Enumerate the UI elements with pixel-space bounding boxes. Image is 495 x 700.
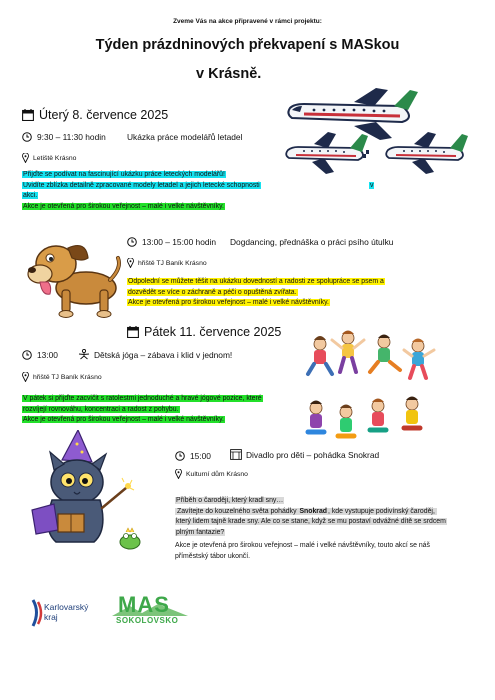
event4-text3: který lidem tajně krade sny. Ale co se stane, když se mu postaví odvážné dítě se srdcem <box>176 518 446 525</box>
event2-time-row <box>127 237 216 247</box>
yoga-icon <box>78 349 90 360</box>
day1-time-row <box>22 132 106 142</box>
mas-logo-top: MAS <box>118 592 170 617</box>
day2-activity: Dětská jóga – zábava i klid v jednom! <box>94 349 233 360</box>
kid-1 <box>308 336 332 374</box>
calendar-icon <box>22 109 34 121</box>
day2-location-row <box>22 372 102 382</box>
location-pin-icon <box>127 258 134 268</box>
karlovarsky-line2: kraj <box>44 612 58 622</box>
day2-text1: V pátek si přijďte zacvičit s ratolestmi jednoduché a hravé jógové pozice, které <box>23 395 262 402</box>
day2-location: hřiště TJ Baník Krásno <box>33 373 102 381</box>
kid-8 <box>404 397 420 429</box>
event2-activity: Dogdancing, přednáška o práci psího útulku <box>230 237 394 247</box>
event4-text6: příměstský tábor ukončí. <box>175 553 251 560</box>
location-pin-icon <box>22 372 29 382</box>
event2-text1: Odpolední se můžete těšit na ukázku dovedností a radosti ze spolupráce se psem a <box>128 278 384 285</box>
clock-icon <box>22 132 32 142</box>
day1-text1: Přijďte se podívat na fascinující ukázku práce leteckých modelářů! <box>23 171 225 178</box>
event2-time: 13:00 – 15:00 hodin <box>142 237 217 247</box>
kid-4 <box>404 339 434 379</box>
karlovarsky-mark-icon <box>30 598 44 628</box>
airplane-large-icon <box>288 88 418 140</box>
event4-location: Kulturní dům Krásno <box>186 470 248 478</box>
event4-text5: Akce je otevřená pro širokou veřejnost – malé i velké návštěvníky, touto akcí se náš <box>175 542 430 549</box>
dog-illustration <box>26 228 126 324</box>
wizard-cat-illustration <box>22 430 152 560</box>
kid-7 <box>370 399 386 431</box>
day1-activity: Ukázka práce modelářů letadel <box>127 132 243 142</box>
event4-footer <box>175 540 485 562</box>
airplane-small-left-icon <box>286 132 368 174</box>
clock-icon <box>22 350 32 360</box>
day1-location: Letiště Krásno <box>33 154 77 162</box>
day2-description <box>22 394 292 426</box>
day2-heading-text: Pátek 11. července 2025 <box>144 325 282 339</box>
day2-text3: Akce je otevřená pro širokou veřejnost – malé i velké návštěvníky. <box>23 416 224 423</box>
day2-activity-row <box>78 349 232 360</box>
event4-text2-b: Snokrad <box>299 507 328 515</box>
event4-activity-row <box>230 449 379 460</box>
intro-text: Zveme Vás na akce připravené v rámci projektu: <box>173 18 322 25</box>
event4-text4: plným fantazie? <box>176 528 225 536</box>
event2-text2: dozvědět se více o záchraně a péči o opuštěná zvířata. <box>128 288 297 296</box>
kid-6 <box>338 405 354 437</box>
karlovarsky-kraj-logo <box>30 596 100 630</box>
event2-text3: Akce je otevřená pro širokou veřejnost – malé i velké návštěvníky. <box>128 299 329 306</box>
yoga-kids-illustration <box>300 326 440 452</box>
event2-location: hřiště TJ Baník Krásno <box>138 259 207 267</box>
location-pin-icon <box>175 469 182 479</box>
day1-text3: akci. <box>23 192 38 199</box>
day1-text4: Akce je otevřená pro širokou veřejnost – malé i velké návštěvníky. <box>23 202 224 210</box>
day1-heading-text: Úterý 8. července 2025 <box>39 108 169 122</box>
location-pin-icon <box>22 153 29 163</box>
event4-description <box>175 496 485 538</box>
day2-text2: rozvíjejí rovnováhu, koncentraci a radost z pohybu. <box>23 405 179 413</box>
clock-icon <box>175 451 185 461</box>
day2-heading <box>127 325 281 339</box>
day1-text2: Uvidíte zblízka detailně zpracované modely letadel a jejich letecké schopnosti <box>23 181 260 189</box>
karlovarsky-line1: Karlovarský <box>44 602 89 612</box>
event4-time-row <box>175 451 211 461</box>
calendar-icon <box>127 326 139 338</box>
event4-text1: Příběh o čaroději, který kradl sny… <box>176 497 284 504</box>
day1-heading <box>22 108 168 122</box>
day1-time: 9:30 – 11:30 hodin <box>37 132 106 142</box>
day1-location-row <box>22 153 76 163</box>
event4-time: 15:00 <box>190 451 211 461</box>
page-title: Týden prázdninových překvapení s MASkou <box>95 37 400 53</box>
mas-sokolovsko-logo <box>112 592 188 628</box>
page-title-line2: v Krásně. <box>196 66 262 82</box>
event2-location-row <box>127 258 207 268</box>
event4-location-row <box>175 469 248 479</box>
airplanes-illustration <box>284 84 484 194</box>
airplane-small-right-icon <box>386 132 468 174</box>
event2-description <box>127 277 487 309</box>
clock-icon <box>127 237 137 247</box>
kid-2 <box>332 331 364 373</box>
day2-time: 13:00 <box>37 350 58 360</box>
mas-logo-bottom: SOKOLOVSKO <box>116 616 179 625</box>
theater-icon <box>230 449 242 460</box>
event4-text2-c: , kde vystupuje podivínský čaroděj, <box>328 507 435 515</box>
event4-activity: Divadlo pro děti – pohádka Snokrad <box>246 449 380 460</box>
event4-text2-a: Zavítejte do kouzelného světa pohádky <box>177 507 299 515</box>
day2-time-row <box>22 350 58 360</box>
kid-5 <box>308 401 324 433</box>
kid-3 <box>370 335 400 373</box>
day1-text2-end-label: v <box>370 181 374 189</box>
